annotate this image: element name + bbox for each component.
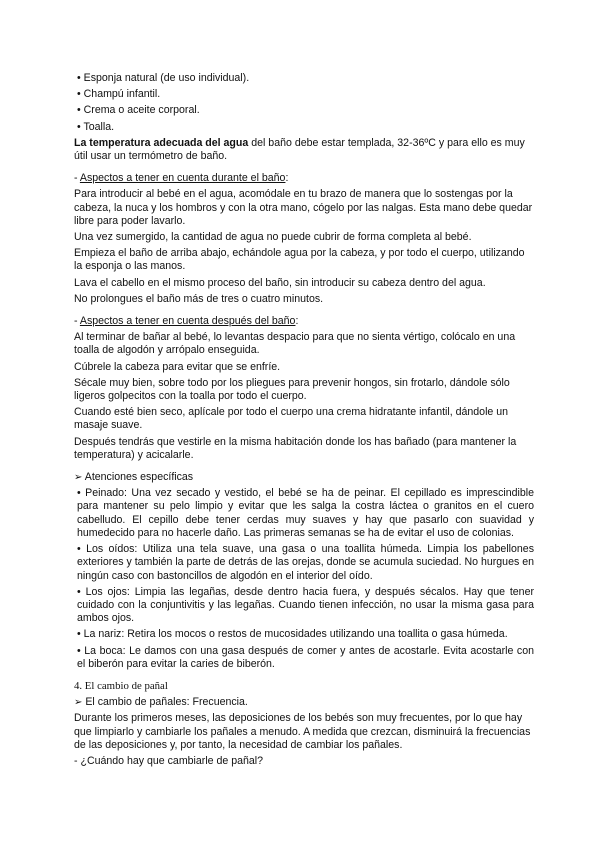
list-item: • Los ojos: Limpia las legañas, desde dentro hacia fuera, y después sécalos. Hay que tener cuidado con la conjuntivitis y las legañas. Cuando tienen infección, no usar la misma gasa para ambos ojos. <box>77 585 534 625</box>
list-item: • Peinado: Una vez secado y vestido, el bebé se ha de peinar. El cepillado es imprescindible para mantener su pelo limpio y evitar que les salga la costra láctea o granitos en el cuero cabelludo. El cepillo debe tener cerdas muy suaves y hay que pasarlo con suavidad y humedecido para no hacerle daño. Las primeras semanas se ha de evitar el uso de colonias. <box>77 487 534 539</box>
list-item: • Toalla. <box>77 120 115 133</box>
paragraph: Una vez sumergido, la cantidad de agua no puede cubrir de forma completa al bebé. <box>74 231 472 244</box>
list-item: • Los oídos: Utiliza una tela suave, una gasa o una toallita húmeda. Limpia los pabellones exteriores y también la parte de detrás de las orejas, donde se acumula suciedad. No hurgues en ningún caso con bastoncillos de algodón en el interior del oído. <box>77 543 534 582</box>
paragraph: Al terminar de bañar al bebé, lo levantas despacio para que no sienta vértigo, colócalo en una toalla de algodón y arrópalo enseguida. <box>74 331 516 357</box>
paragraph: Cúbrele la cabeza para evitar que se enfríe. <box>74 360 281 373</box>
list-item: • Esponja natural (de uso individual). <box>77 72 250 84</box>
during-bath-heading-text: Aspectos a tener en cuenta durante el baño <box>79 172 286 185</box>
paragraph: Cuando esté bien seco, aplícale por todo el cuerpo una crema hidratante infantil, dándole un masaje suave. <box>74 406 509 432</box>
after-bath-heading: - Aspectos a tener en cuenta después del baño: <box>74 315 299 328</box>
paragraph: Durante los primeros meses, las deposiciones de los bebés son muy frecuentes, por lo que hay que limpiarlo y cambiarle los pañales a menudo. A medida que crezcan, disminuirá la frecuencias de las deposiciones y, por tanto, la necesidad de cambiar los pañales. <box>74 712 531 751</box>
document-content <box>74 72 534 771</box>
subsection-heading: ➢ El cambio de pañales: Frecuencia. <box>74 696 248 709</box>
paragraph: No prolongues el baño más de tres o cuatro minutos. <box>74 292 324 305</box>
paragraph: Sécale muy bien, sobre todo por los pliegues para prevenir hongos, sin frotarlo, dándole sólo ligeros golpecitos con la toalla por todo el cuerpo. <box>74 376 510 403</box>
temperature-text: del baño debe estar templada, 32-36ºC y para ello es muy útil usar un termómetro de baño. <box>74 136 525 163</box>
list-item: • Champú infantil. <box>77 88 161 101</box>
temperature-paragraph <box>74 137 534 163</box>
list-item: • Crema o aceite corporal. <box>77 104 200 117</box>
paragraph: Lava el cabello en el mismo proceso del baño, sin introducir su cabeza dentro del agua. <box>74 276 486 289</box>
supplies-list <box>74 72 534 134</box>
after-bath-heading-text: Aspectos a tener en cuenta después del baño <box>79 315 296 328</box>
paragraph: Después tendrás que vestirle en la misma habitación donde los has bañado (para mantener la temperatura) y acicalarle. <box>74 435 517 461</box>
paragraph: Para introducir al bebé en el agua, acomódale en tu brazo de manera que lo sostengas por la cabeza, la nuca y los hombros y con la otra mano, cógelo por las nalgas. Esta mano debe quedar libre para poder lavarlo. <box>74 188 533 227</box>
arrow-icon: ➢ <box>74 472 83 484</box>
attention-heading: ➢ Atenciones específicas <box>74 471 194 484</box>
arrow-icon: ➢ <box>74 697 83 709</box>
paragraph: Empieza el baño de arriba abajo, echándole agua por la cabeza, y por todo el cuerpo, utilizando la esponja o las manos. <box>74 247 525 273</box>
question-line: - ¿Cuándo hay que cambiarle de pañal? <box>74 754 264 767</box>
list-item: • La boca: Le damos con una gasa después de comer y antes de acostarle. Evita acostarle con el biberón para evitar la caries de biberón. <box>77 644 534 670</box>
temperature-bold: La temperatura adecuada del agua <box>74 136 249 149</box>
section-title: 4. El cambio de pañal <box>74 679 168 692</box>
during-bath-heading: - Aspectos a tener en cuenta durante el baño: <box>74 172 289 185</box>
list-item: • La nariz: Retira los mocos o restos de mucosidades utilizando una toallita o gasa húmeda. <box>77 628 508 641</box>
